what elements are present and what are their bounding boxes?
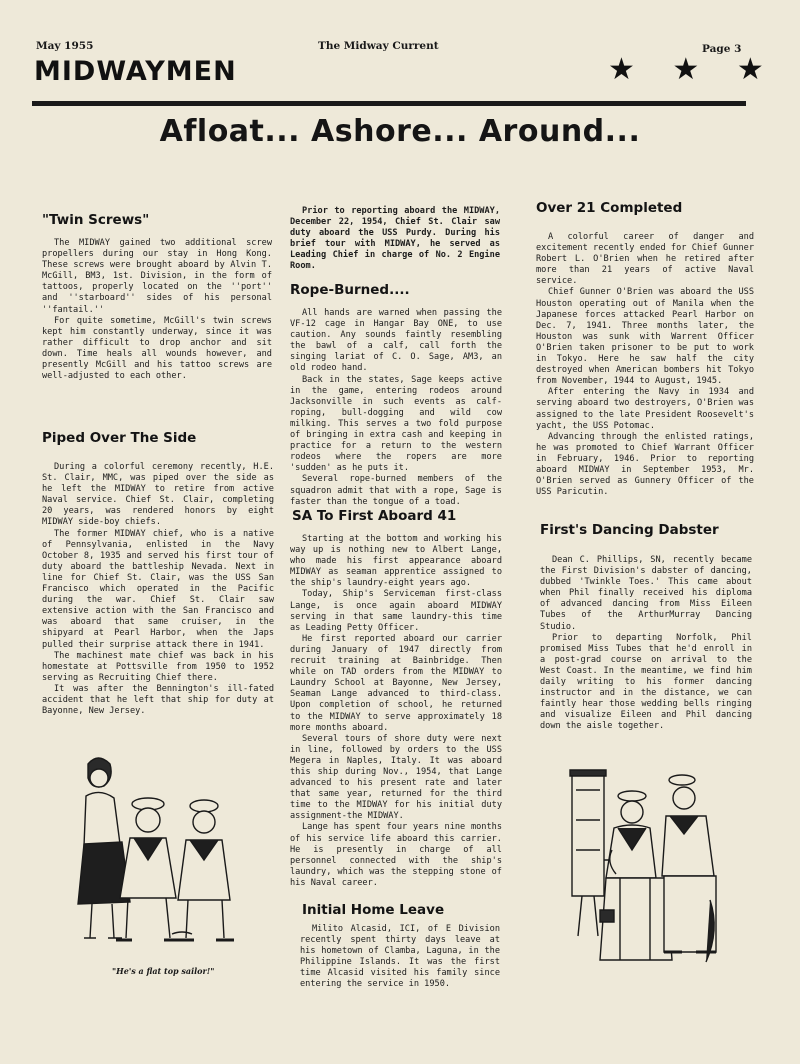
rope-burned-paragraph: All hands are warned when passing the VF-12 cage in Hangar Bay ONE, to use caution. Any sounds faintly resembling the bawl of a calf, call forth the singing lariat of C. O. Sage, AM3, an old rodeo hand. <box>290 308 502 374</box>
home-leave-paragraph: Milito Alcasid, ICI, of E Division recently spent thirty days leave at his hometown of Clamba, Laguna, in the Philippine Islands. It was the first time Alcasid visited his family since entering the service in 1950. <box>300 924 500 990</box>
home-leave-body <box>300 924 500 991</box>
over-21-paragraph: Advancing through the enlisted ratings, he was promoted to Chief Warrant Officer in February, 1946. Prior to reporting aboard MIDWAY in September 1953, Mr. O'Brien served as Gunnery Officer of the USS Paricutin. <box>536 431 754 498</box>
over-21-paragraph: After entering the Navy in 1934 and serving aboard two destroyers, O'Brien was assigned to the late President Roosevelt's yacht, the USS Potomac. <box>536 387 754 431</box>
sa-first-title: SA To First Aboard 41 <box>292 508 457 524</box>
sa-first-paragraph: He first reported aboard our carrier during January of 1947 directly from recruit training at Bainbridge. Then while on TAD orders from the MIDWAY to Laundry School at Bayonne, New Jersey, Seaman Lange advanced to third-class. Upon completion of school, he returned to the MIDWAY to serve approximately 18 more months aboard. <box>290 633 502 733</box>
sa-first-paragraph: Several tours of shore duty were next in line, followed by orders to the USS Megera in Naples, Italy. It was aboard this ship during Nov., 1954, that Lange advanced to his present rate and later that same year, returned for the third time to the MIDWAY for his initial duty assignment-the MIDWAY. <box>290 733 502 822</box>
twin-screws-paragraph: For quite sometime, McGill's twin screws kept him constantly underway, since it was rather difficult to drop anchor and sit down. Time heals all wounds however, and presently McGill and his tattoo screws are well-adjusted to each other. <box>42 315 272 382</box>
issue-date: May 1955 <box>36 40 94 52</box>
sa-first-paragraph: Today, Ship's Serviceman first-class Lange, is once again aboard MIDWAY serving in that same laundry-this time as Leading Petty Officer. <box>290 589 502 633</box>
piped-over-paragraph: It was after the Bennington's ill-fated accident that he left that ship for duty at Bayonne, New Jersey. <box>42 683 274 717</box>
twin-screws-body <box>42 238 272 382</box>
piped-over-body <box>42 462 274 717</box>
twin-screws-title: "Twin Screws" <box>42 212 150 228</box>
prior-reporting-paragraph: Prior to reporting aboard the MIDWAY, December 22, 1954, Chief St. Clair saw duty aboard the USS Purdy. During his brief tour with MIDWAY, he served as Leading Chief in charge of No. 2 Engine Room. <box>290 206 500 272</box>
rope-burned-paragraph: Several rope-burned members of the squadron admit that with a rope, Sage is faster than the tongue of a toad. <box>290 474 502 507</box>
banner-headline: Afloat... Ashore... Around... <box>159 114 641 149</box>
coffee-urn-cartoon-illustration <box>560 760 750 970</box>
sa-first-paragraph: Starting at the bottom and working his way up is nothing new to Albert Lange, who made his first appearance aboard MIDWAY as seaman apprentice assigned to the ship's laundry-eight years ago. <box>290 534 502 589</box>
publication-name: The Midway Current <box>318 40 439 52</box>
sa-first-body <box>290 534 502 889</box>
sa-first-paragraph: Lange has spent four years nine months of his service life aboard this carrier. He is presently in charge of all personnel connected with the ship's laundry, which was the stepping stone of his Naval career. <box>290 822 502 888</box>
dancing-paragraph: Dean C. Phillips, SN, recently became the First Division's dabster of dancing, dubbed 'Twinkle Toes.' This came about when Phil finally received his diploma of advanced dancing from Miss Eileen Tubes of the ArthurMurray Dancing Studio. <box>540 555 752 632</box>
dancing-title: First's Dancing Dabster <box>540 522 719 538</box>
masthead-rule <box>32 101 746 106</box>
over-21-title: Over 21 Completed <box>536 200 683 216</box>
masthead-title: MIDWAYMEN <box>34 56 237 87</box>
piped-over-title: Piped Over The Side <box>42 430 197 446</box>
cartoon-caption: "He's a flat top sailor!" <box>112 966 215 976</box>
over-21-paragraph: Chief Gunner O'Brien was aboard the USS Houston operating out of Manila when the Japanese forces attacked Pearl Harbor on Dec. 7, 1941. Three months later, the Houston was sunk with Warrent Officer O'Brien taken prisoner to be put to work in Tokyo. Here he saw half the city destroyed when American bombers hit Tokyo from November, 1944 to August, 1945. <box>536 287 754 387</box>
rope-burned-body <box>290 308 502 508</box>
page-number: Page 3 <box>702 43 742 55</box>
prior-reporting-body <box>290 206 500 273</box>
over-21-body <box>536 232 754 498</box>
rope-burned-title: Rope-Burned.... <box>290 282 410 298</box>
home-leave-title: Initial Home Leave <box>302 902 445 918</box>
sailors-cartoon-illustration <box>66 748 246 958</box>
rope-burned-paragraph: Back in the states, Sage keeps active in the game, entering rodeos around Jacksonville in such events as calf-roping, bull-dogging and wild cow milking. This serves a two fold purpose of bringing in extra cash and keeping in practice for a return to the western rodeos where the ropers are more 'sudden' as he puts it. <box>290 374 502 474</box>
piped-over-paragraph: During a colorful ceremony recently, H.E. St. Clair, MMC, was piped over the side as he left the MIDWAY to retire from active Naval service. Chief St. Clair, completing 20 years, was rendered honors by eight MIDWAY side-boy chiefs. <box>42 462 274 528</box>
stars-decoration: ★ ★ ★ <box>608 52 778 87</box>
twin-screws-paragraph: The MIDWAY gained two additional screw propellers during our stay in Hong Kong. These screws were brought aboard by Alvin T. McGill, BM3, 1st. Division, in the form of tattoos, properly located on the ''port'' and ''starboard'' sides of his personal ''fantail.'' <box>42 238 272 315</box>
dancing-paragraph: Prior to departing Norfolk, Phil promised Miss Tubes that he'd enroll in a post-grad course on arrival to the West Coast. In the meantime, we find him daily writing to his former dancing instructor and in the distance, we can faintly hear those wedding bells ringing and visualize Eileen and Phil dancing down the aisle together. <box>540 632 752 732</box>
over-21-paragraph: A colorful career of danger and excitement recently ended for Chief Gunner Robert L. O'Brien when he retired after more than 21 years of active Naval service. <box>536 232 754 287</box>
piped-over-paragraph: The machinest mate chief was back in his homestate at Pottsville from 1950 to 1952 serving as Recruiting Chief there. <box>42 650 274 683</box>
piped-over-paragraph: The former MIDWAY chief, who is a native of Pennsylvania, enlisted in the Navy October 8, 1935 and served his first tour of duty aboard the battleship Nevada. Next in line for Chief St. Clair, was the USS San Francisco which operated in the Pacific during the war. Chief St. Clair saw extensive action with the San Francisco and was aboard that same cruiser, in the shipyard at Pearl Harbor, when the Japs pulled their surprise attack there in 1941. <box>42 528 274 650</box>
dancing-body <box>540 555 752 733</box>
